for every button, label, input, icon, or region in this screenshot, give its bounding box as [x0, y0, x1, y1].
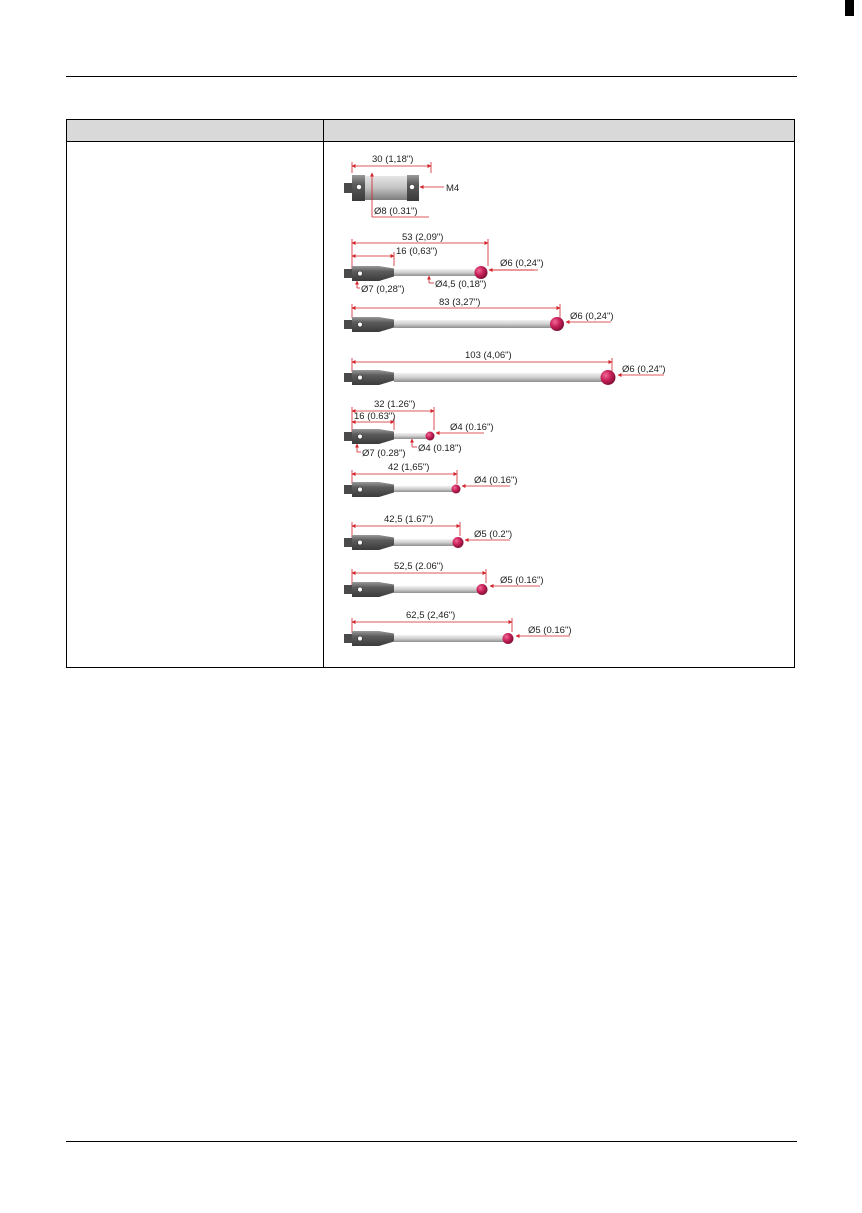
table-body-row	[67, 142, 795, 668]
stylus-4-stem-label: Ø4 (0.18")	[418, 443, 462, 454]
thread-label: M4	[446, 183, 460, 194]
stylus-1-length-label: 53 (2,09")	[402, 232, 444, 243]
stylus-4-length-label: 32 (1.26")	[374, 399, 416, 410]
wrench-hole-icon	[358, 540, 363, 545]
stylus-7-ball-label: Ø5 (0.16")	[500, 575, 544, 586]
wrench-hole-icon	[358, 322, 363, 327]
table-header-row	[67, 120, 795, 142]
stylus-2	[344, 297, 614, 332]
stylus-2-length-label: 83 (3,27")	[439, 297, 481, 308]
wrench-hole-icon	[356, 184, 361, 189]
stylus-6-length-label: 42,5 (1.67")	[384, 514, 434, 525]
footer-rule	[66, 1141, 797, 1142]
stylus-7	[344, 561, 544, 597]
stylus-5-ball-label: Ø4 (0.16")	[474, 475, 518, 486]
stylus-drawing	[324, 142, 794, 667]
stylus-5	[344, 462, 518, 497]
stylus-7-length-label: 52,5 (2.06")	[394, 561, 444, 572]
extension-diameter-label: Ø8 (0.31")	[374, 206, 418, 217]
stylus-8-length-label: 62,5 (2,46")	[406, 610, 456, 621]
stylus-2-ball-label: Ø6 (0,24")	[570, 311, 614, 322]
header-rule	[66, 76, 797, 77]
ruby-ball-icon	[477, 584, 488, 595]
extension-drawing	[344, 154, 459, 217]
stylus-1-ball-label: Ø6 (0,24")	[500, 258, 544, 269]
stylus-4	[344, 399, 494, 459]
stylus-1-sub-length-label: 16 (0,63")	[396, 246, 438, 257]
ruby-ball-icon	[452, 485, 461, 494]
extension-body	[365, 176, 407, 200]
stylus-3-length-label: 103 (4,06")	[465, 350, 512, 361]
wrench-hole-icon	[358, 636, 363, 641]
stylus-1-body-label: Ø7 (0,28")	[361, 284, 405, 295]
stylus-8	[344, 610, 572, 646]
stylus-6-ball-label: Ø5 (0.2")	[474, 529, 513, 540]
ruby-ball-icon	[550, 317, 564, 331]
wrench-hole-icon	[409, 184, 414, 189]
ruby-ball-icon	[426, 432, 435, 441]
ruby-ball-icon	[475, 266, 488, 279]
table-header-cell-1	[67, 120, 324, 142]
wrench-hole-icon	[358, 375, 363, 380]
wrench-hole-icon	[358, 587, 363, 592]
stylus-3	[344, 350, 666, 385]
extension-thread	[344, 183, 352, 193]
stylus-table	[66, 119, 795, 668]
table-header-cell-2	[324, 120, 795, 142]
wrench-hole-icon	[358, 434, 363, 439]
stylus-8-ball-label: Ø5 (0.16")	[528, 625, 572, 636]
stylus-5-length-label: 42 (1,65")	[388, 462, 430, 473]
stylus-1-stem-label: Ø4,5 (0,18")	[435, 279, 487, 290]
extension-length-label: 30 (1,18")	[372, 154, 414, 165]
stylus-6	[344, 514, 512, 550]
stylus-4-ball-label: Ø4 (0.16")	[450, 422, 494, 433]
description-cell	[67, 142, 324, 668]
wrench-hole-icon	[358, 487, 363, 492]
ruby-ball-icon	[503, 633, 514, 644]
ruby-ball-icon	[601, 370, 616, 385]
stylus-1	[344, 232, 544, 295]
stylus-4-sub-length-label: 16 (0.63")	[354, 411, 396, 422]
drawing-cell	[324, 142, 795, 668]
page-corner-mark	[845, 0, 854, 16]
ruby-ball-icon	[453, 537, 464, 548]
stylus-4-body-label: Ø7 (0.28")	[362, 448, 406, 459]
stylus-3-ball-label: Ø6 (0,24")	[622, 364, 666, 375]
wrench-hole-icon	[358, 271, 363, 276]
